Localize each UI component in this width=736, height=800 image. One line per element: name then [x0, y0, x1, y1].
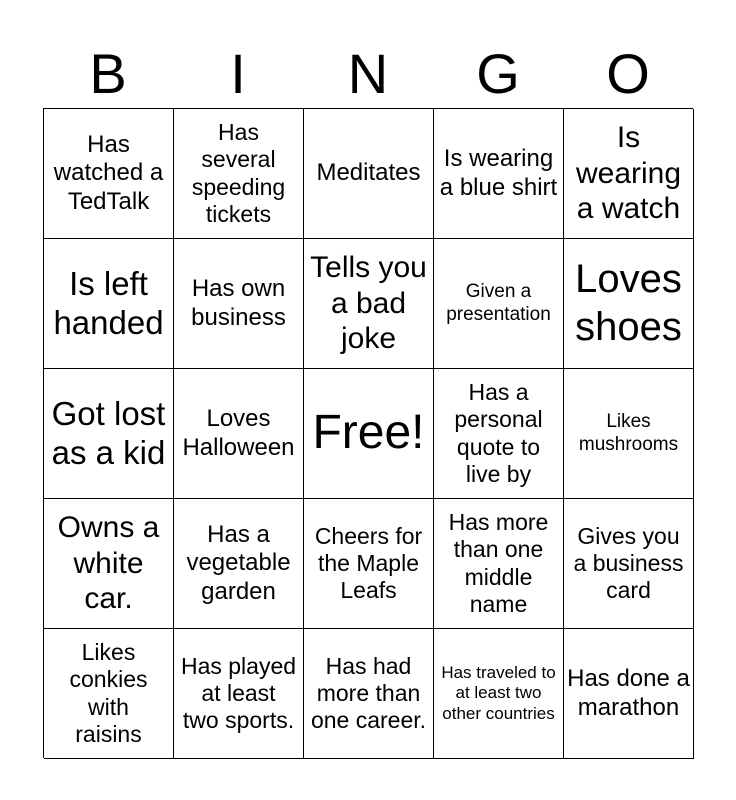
bingo-cell[interactable]: [174, 369, 304, 499]
bingo-cell[interactable]: [434, 629, 564, 759]
bingo-cell[interactable]: [564, 369, 694, 499]
cell-text: Is wearing a blue shirt: [439, 145, 558, 201]
cell-text: Tells you a bad joke: [310, 251, 427, 356]
cell-text: Loves shoes: [575, 257, 682, 349]
bingo-cell[interactable]: [564, 109, 694, 239]
bingo-cell[interactable]: [44, 239, 174, 369]
header-letter-n: N: [347, 42, 389, 105]
bingo-cell[interactable]: [564, 499, 694, 629]
bingo-cell[interactable]: [174, 109, 304, 239]
bingo-cell[interactable]: [304, 109, 434, 239]
cell-text: Has own business: [191, 275, 286, 331]
cell-text: Free!: [312, 406, 425, 460]
bingo-board: [43, 108, 693, 758]
bingo-cell[interactable]: [304, 629, 434, 759]
header-letter-g: G: [476, 42, 520, 105]
cell-text: Has played at least two sports.: [180, 652, 297, 734]
cell-text: Has watched a TedTalk: [53, 131, 164, 215]
bingo-cell[interactable]: [44, 109, 174, 239]
cell-text: Owns a white car.: [57, 511, 160, 616]
cell-text: Has a vegetable garden: [186, 521, 291, 605]
bingo-cell[interactable]: [44, 369, 174, 499]
cell-text: Has traveled to at least two other countries: [441, 663, 556, 723]
cell-text: Has more than one middle name: [448, 509, 549, 617]
bingo-header: [43, 40, 693, 108]
bingo-cell[interactable]: [304, 499, 434, 629]
cell-text: Likes mushrooms: [578, 411, 679, 455]
header-letter-o: O: [606, 42, 650, 105]
cell-text: Gives you a business card: [573, 522, 684, 604]
header-letter-i: I: [230, 42, 246, 105]
bingo-cell[interactable]: [434, 499, 564, 629]
bingo-cell[interactable]: [434, 369, 564, 499]
bingo-cell[interactable]: [564, 629, 694, 759]
bingo-cell[interactable]: [174, 629, 304, 759]
bingo-cell[interactable]: [174, 499, 304, 629]
header-letter-b: B: [89, 42, 127, 105]
cell-text: Cheers for the Maple Leafs: [314, 522, 423, 604]
cell-text: Is wearing a watch: [575, 121, 682, 226]
bingo-cell[interactable]: [564, 239, 694, 369]
bingo-cell[interactable]: [434, 109, 564, 239]
cell-text: Has had more than one career.: [310, 652, 427, 734]
bingo-cell[interactable]: [304, 239, 434, 369]
bingo-cell[interactable]: [434, 239, 564, 369]
cell-text: Likes conkies with raisins: [69, 639, 148, 747]
bingo-cell[interactable]: [44, 629, 174, 759]
cell-text: Loves Halloween: [182, 405, 295, 461]
free-space[interactable]: [304, 369, 434, 499]
cell-text: Has done a marathon: [567, 665, 690, 721]
cell-text: Meditates: [316, 159, 421, 187]
bingo-cell[interactable]: [174, 239, 304, 369]
cell-text: Got lost as a kid: [51, 394, 166, 471]
cell-text: Has several speeding tickets: [191, 119, 286, 227]
cell-text: Is left handed: [53, 264, 164, 341]
cell-text: Has a personal quote to live by: [454, 379, 543, 487]
bingo-cell[interactable]: [44, 499, 174, 629]
cell-text: Given a presentation: [446, 281, 551, 325]
